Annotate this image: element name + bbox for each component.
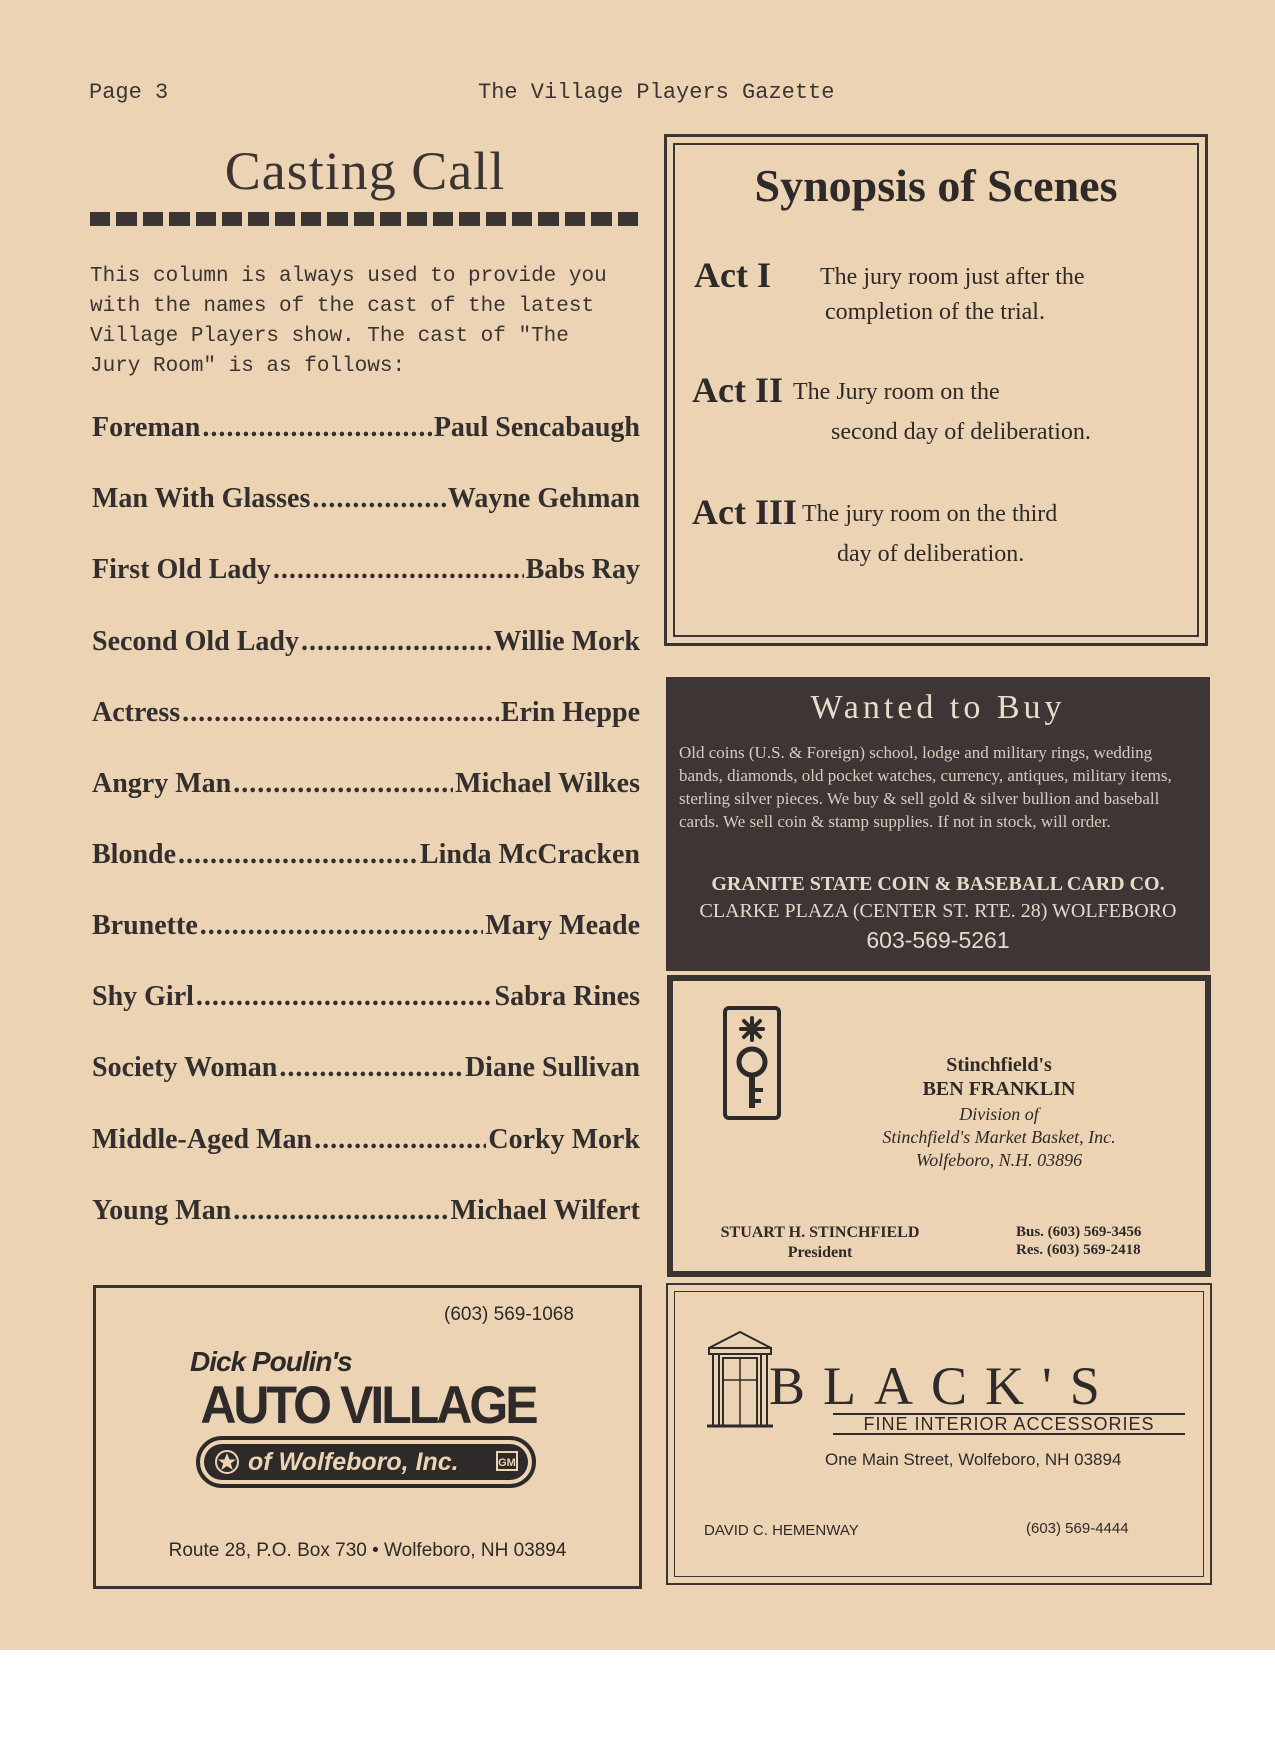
cast-actor: Paul Sencabaugh — [433, 412, 640, 443]
auto-address: Route 28, P.O. Box 730 • Wolfeboro, NH 03894 — [168, 1540, 567, 1561]
cast-entry — [92, 981, 640, 1021]
blacks-name: BLACK'S — [769, 1356, 1118, 1416]
cast-role: Foreman — [92, 412, 201, 443]
cast-entry — [92, 768, 640, 808]
cast-entry — [92, 697, 640, 737]
cast-role: Shy Girl — [92, 981, 194, 1012]
act-label: Act II — [692, 370, 783, 410]
cast-actor: Diane Sullivan — [464, 1052, 640, 1083]
contact-title: President — [787, 1244, 853, 1261]
act-description: day of deliberation. — [837, 541, 1025, 567]
act-label: Act III — [692, 492, 797, 532]
cast-entry — [92, 910, 640, 950]
cast-entry — [92, 412, 640, 452]
page-number: Page 3 — [89, 80, 169, 105]
cast-role: Second Old Lady — [92, 626, 299, 657]
cast-role: Young Man — [92, 1195, 232, 1226]
cast-role: Brunette — [92, 910, 198, 941]
act-description: The jury room just after the — [820, 264, 1085, 290]
act-description: The Jury room on the — [793, 379, 1000, 405]
cast-actor: Michael Wilfert — [450, 1195, 640, 1226]
store-city: Wolfeboro, N.H. 03896 — [915, 1150, 1083, 1170]
casting-intro: This column is always used to provide you with the names of the cast of the latest Village Players show. The cast of "The Jury Room" is as follows: — [90, 265, 607, 378]
wanted-body: Old coins (U.S. & Foreign) school, lodge and military rings, wedding bands, diamonds, old pocket watches, currency, antiques, military items, sterling silver pieces. We buy & sell gold & silver bullion and baseball cards. We sell coin & stamp supplies. If not in stock, will order. — [679, 743, 1172, 831]
gm-badge: GM — [496, 1451, 518, 1471]
publication-title: The Village Players Gazette — [478, 80, 835, 105]
cast-actor: Mary Meade — [485, 910, 640, 941]
cast-actor: Sabra Rines — [494, 981, 640, 1012]
cast-role: Actress — [92, 697, 181, 728]
blacks-ad — [666, 1283, 1212, 1585]
cast-entry — [92, 554, 640, 594]
star-badge-icon — [214, 1449, 240, 1475]
wanted-to-buy-ad — [666, 677, 1210, 971]
cast-role: Man With Glasses — [92, 483, 311, 514]
cast-role: Angry Man — [92, 768, 232, 799]
wanted-phone: 603-569-5261 — [866, 927, 1010, 953]
auto-subtitle-pill — [196, 1436, 536, 1488]
blacks-address: One Main Street, Wolfeboro, NH 03894 — [825, 1450, 1122, 1469]
key-logo-icon — [723, 1006, 781, 1120]
auto-name: AUTO VILLAGE — [200, 1375, 536, 1435]
act-label: Act I — [694, 255, 771, 295]
decorative-dash-bar — [90, 212, 638, 226]
cast-actor: Wayne Gehman — [447, 483, 640, 514]
wanted-address: CLARKE PLAZA (CENTER ST. RTE. 28) WOLFEBORO — [699, 900, 1177, 922]
act-description: second day of deliberation. — [831, 419, 1091, 445]
residence-phone: Res. (603) 569-2418 — [1016, 1242, 1141, 1258]
synopsis-box — [664, 134, 1208, 646]
blacks-tagline: FINE INTERIOR ACCESSORIES — [833, 1413, 1185, 1435]
store-parent: Stinchfield's Market Basket, Inc. — [882, 1127, 1116, 1147]
contact-name: STUART H. STINCHFIELD — [720, 1224, 920, 1241]
synopsis-title: Synopsis of Scenes — [754, 160, 1118, 211]
wanted-company: GRANITE STATE COIN & BASEBALL CARD CO. — [711, 873, 1165, 895]
store-division: Division of — [959, 1104, 1039, 1124]
cast-actor: Linda McCracken — [419, 839, 640, 870]
cast-role: First Old Lady — [92, 554, 271, 585]
cast-role: Society Woman — [92, 1052, 278, 1083]
cast-role: Blonde — [92, 839, 177, 870]
cast-actor: Erin Heppe — [500, 697, 640, 728]
cast-actor: Michael Wilkes — [455, 768, 640, 799]
cast-entry — [92, 483, 640, 523]
auto-phone: (603) 569-1068 — [444, 1304, 574, 1325]
cast-entry — [92, 839, 640, 879]
cast-actor: Corky Mork — [488, 1124, 640, 1155]
store-owner-name: Stinchfield's — [946, 1054, 1052, 1076]
storefront-doorway-icon — [705, 1330, 775, 1430]
cast-role: Middle-Aged Man — [92, 1124, 313, 1155]
auto-owner: Dick Poulin's — [190, 1346, 352, 1377]
cast-entry — [92, 1052, 640, 1092]
act-description: The jury room on the third — [802, 501, 1058, 527]
auto-village-ad — [93, 1285, 642, 1589]
store-name: BEN FRANKLIN — [922, 1078, 1076, 1100]
ben-franklin-ad — [667, 975, 1211, 1277]
casting-call-title: Casting Call — [224, 141, 506, 201]
business-phone: Bus. (603) 569-3456 — [1016, 1224, 1142, 1240]
wanted-title: Wanted to Buy — [810, 689, 1066, 726]
cast-actor: Babs Ray — [525, 554, 640, 585]
cast-entry — [92, 1195, 640, 1235]
auto-subtitle: of Wolfeboro, Inc. — [248, 1448, 459, 1476]
act-description: completion of the trial. — [825, 299, 1045, 325]
cast-entry — [92, 626, 640, 666]
blacks-contact: DAVID C. HEMENWAY — [704, 1522, 859, 1539]
cast-entry — [92, 1124, 640, 1164]
blacks-phone: (603) 569-4444 — [1026, 1520, 1129, 1537]
cast-actor: Willie Mork — [493, 626, 640, 657]
